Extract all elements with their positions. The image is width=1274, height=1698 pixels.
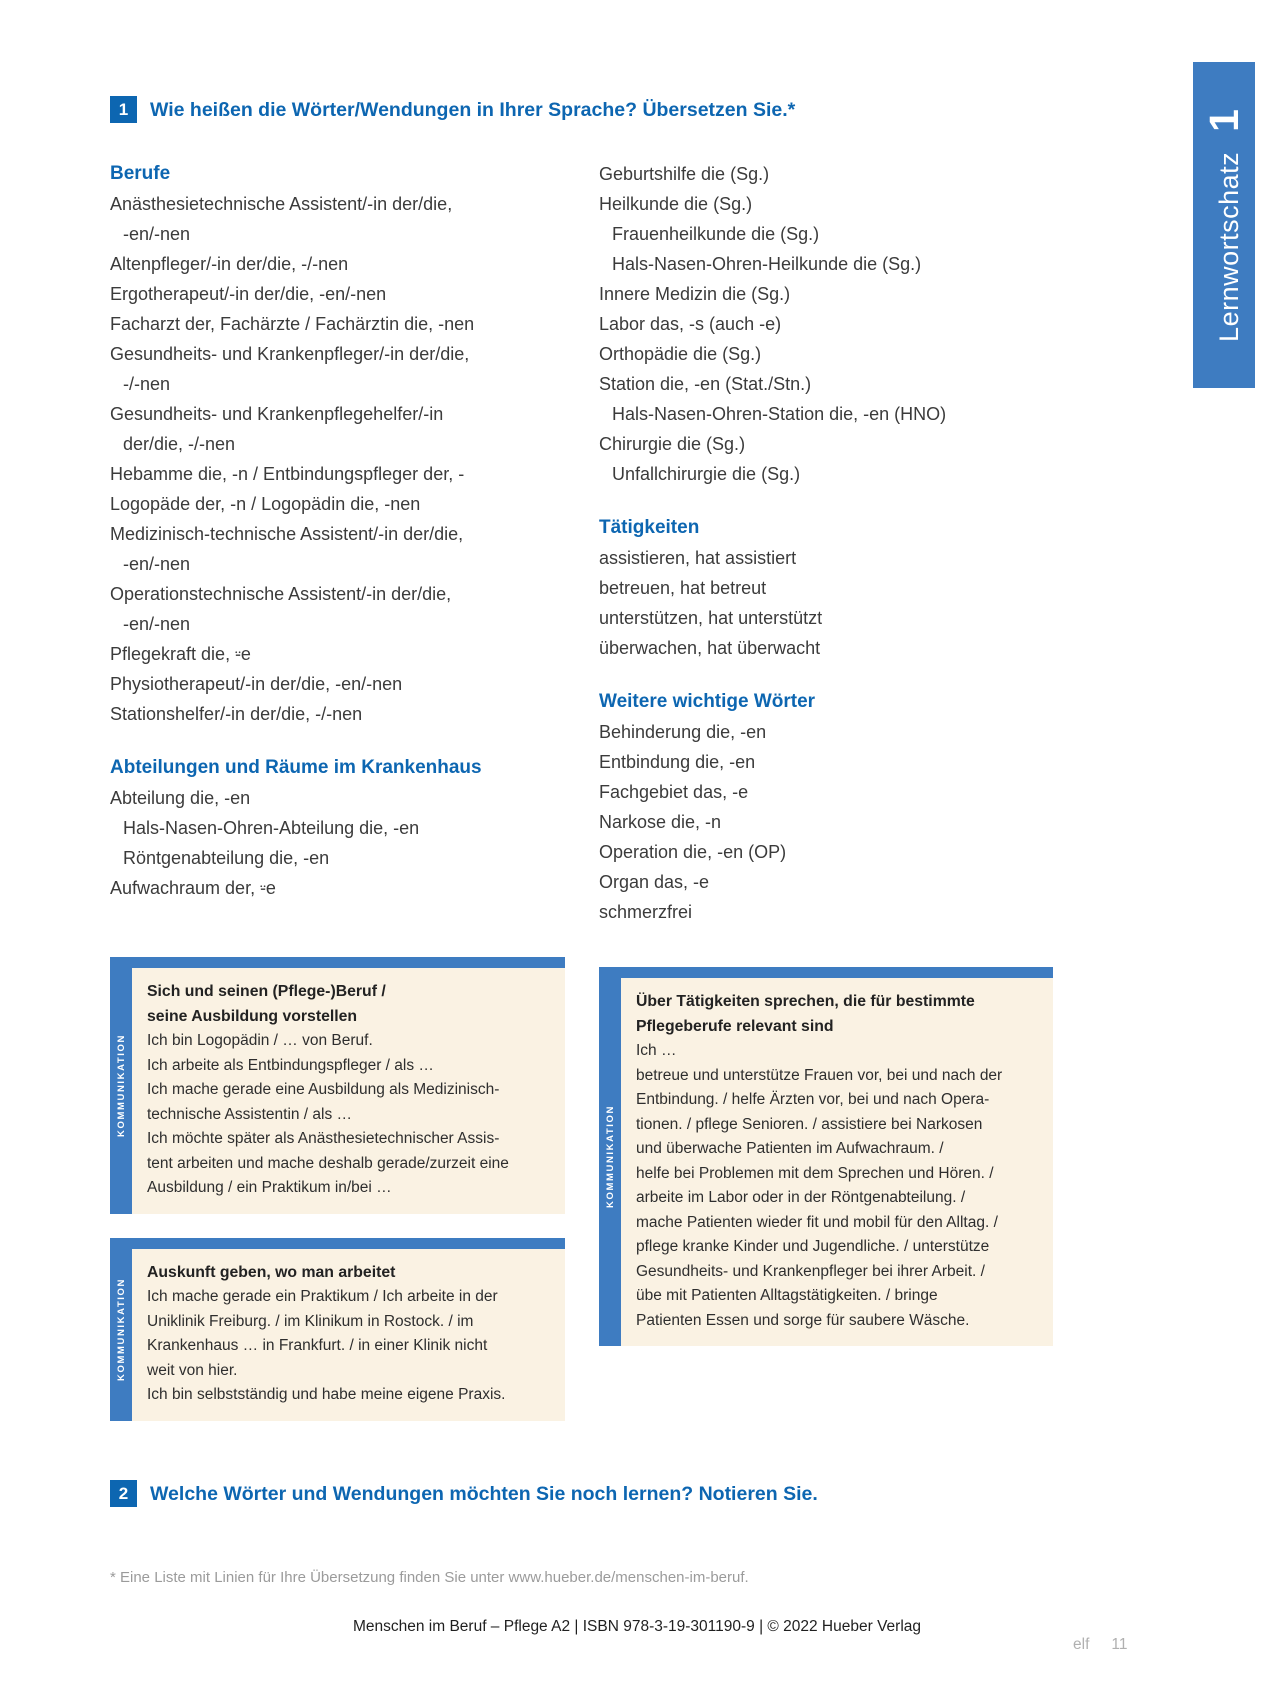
- imprint-line: Menschen im Beruf – Pflege A2 | ISBN 978-3-19-301190-9 | © 2022 Hueber Verlag: [352, 1618, 922, 1635]
- vocab-section: [599, 687, 1053, 927]
- vocab-entry: Facharzt der, Fachärzte / Fachärztin die, -nen: [110, 314, 475, 334]
- vocab-entry: Narkose die, -n: [599, 812, 722, 832]
- kommunikation-tab: [599, 967, 621, 1346]
- exercise-1-number-badge: 1: [110, 96, 137, 123]
- kommunikation-box: [110, 1238, 565, 1421]
- box-top-band: [110, 1238, 565, 1249]
- box-content: [132, 1249, 565, 1421]
- vocab-entry: Operation die, -en (OP): [599, 842, 787, 862]
- left-sections: [110, 159, 565, 903]
- box-text-line: und überwache Patienten im Aufwachraum. /: [636, 1140, 944, 1157]
- box-title-line: Sich und seinen (Pflege-)Beruf /: [147, 983, 386, 1000]
- section-heading: Tätigkeiten: [599, 517, 700, 538]
- vocab-entry: Orthopädie die (Sg.): [599, 344, 762, 364]
- box-text-line: Uniklinik Freiburg. / im Klinikum in Rostock. / im: [147, 1312, 474, 1330]
- vocab-section: [599, 159, 1053, 489]
- page-number: [1073, 1636, 1127, 1654]
- kommunikation-tab: [110, 957, 132, 1214]
- page-number-word: elf: [1073, 1636, 1090, 1653]
- box-text-line: Ich mache gerade eine Ausbildung als Medizinisch-: [147, 1081, 500, 1098]
- box-top-band: [110, 957, 565, 968]
- box-text-line: Ich bin selbstständig und habe meine eigene Praxis.: [147, 1386, 506, 1403]
- main-content: [110, 96, 1053, 1421]
- chapter-number: 1: [1200, 108, 1247, 132]
- section-heading: Weitere wichtige Wörter: [599, 691, 816, 712]
- vocab-entry: betreuen, hat betreut: [599, 578, 767, 598]
- box-title: [636, 990, 1041, 1039]
- box-text-line: mache Patienten wieder fit und mobil für den Alltag. /: [636, 1213, 998, 1231]
- vocab-entry: -/-nen: [123, 374, 171, 394]
- box-body: [147, 1285, 553, 1408]
- vocab-entry: Abteilung die, -en: [110, 788, 251, 808]
- vocab-entry: Chirurgie die (Sg.): [599, 434, 746, 454]
- exercise-2-title: Welche Wörter und Wendungen möchten Sie noch lernen? Notieren Sie.: [150, 1483, 818, 1505]
- vocab-section: [110, 159, 565, 729]
- vocab-entry: Hebamme die, -n / Entbindungspfleger der, -: [110, 464, 465, 484]
- kommunikation-box: [110, 957, 565, 1214]
- vocab-entries: [599, 159, 1053, 489]
- exercise-2-header: [110, 1480, 1053, 1507]
- box-title: [147, 980, 553, 1029]
- left-column: [110, 159, 565, 1421]
- section-heading: Abteilungen und Räume im Krankenhaus: [110, 757, 482, 778]
- right-sections: [599, 159, 1053, 927]
- vocab-entry: Physiotherapeut/-in der/die, -en/-nen: [110, 674, 403, 694]
- vocab-entry: Gesundheits- und Krankenpfleger/-in der/die,: [110, 344, 470, 364]
- exercise-1-header: [110, 96, 1053, 123]
- box-content: [132, 968, 565, 1214]
- box-text-line: übe mit Patienten Alltagstätigkeiten. / bringe: [636, 1287, 938, 1304]
- vocab-entry: Gesundheits- und Krankenpflegehelfer/-in: [110, 404, 444, 424]
- box-body: [636, 1039, 1041, 1333]
- box-text-line: Ich möchte später als Anästhesietechnischer Assis-: [147, 1130, 500, 1147]
- section-heading: Berufe: [110, 163, 171, 184]
- vocab-entry: -en/-nen: [123, 554, 191, 574]
- vocab-entry: Hals-Nasen-Ohren-Station die, -en (HNO): [612, 404, 947, 424]
- box-text-line: Ich bin Logopädin / … von Beruf.: [147, 1032, 373, 1049]
- kommunikation-tab-label: KOMMUNIKATION: [115, 1033, 127, 1137]
- box-text-line: arbeite im Labor oder in der Röntgenabteilung. /: [636, 1189, 966, 1206]
- exercise-2-number-badge: 2: [110, 1480, 137, 1507]
- chapter-tab: [1193, 62, 1255, 388]
- vocab-entry: Ergotherapeut/-in der/die, -en/-nen: [110, 284, 387, 304]
- box-top-band: [599, 967, 1053, 978]
- vocab-entry: Heilkunde die (Sg.): [599, 194, 753, 214]
- box-title: [147, 1261, 553, 1286]
- footnote: * Eine Liste mit Linien für Ihre Übersetzung finden Sie unter www.hueber.de/menschen-im-beruf.: [110, 1569, 749, 1586]
- vocab-entry: der/die, -/-nen: [123, 434, 236, 454]
- vocab-entry: Aufwachraum der, ⸚e: [110, 878, 276, 898]
- vocab-entry: Unfallchirurgie die (Sg.): [612, 464, 801, 484]
- box-text-line: Entbindung. / helfe Ärzten vor, bei und nach Opera-: [636, 1091, 990, 1108]
- kommunikation-tab: [110, 1238, 132, 1421]
- vocab-entry: schmerzfrei: [599, 902, 693, 922]
- vocab-entry: Organ das, -e: [599, 872, 710, 892]
- kommunikation-tab-label: KOMMUNIKATION: [604, 1105, 616, 1208]
- box-text-line: Krankenhaus … in Frankfurt. / in einer Klinik nicht: [147, 1337, 488, 1354]
- vocab-section: [110, 753, 565, 903]
- box-text-line: helfe bei Problemen mit dem Sprechen und Hören. /: [636, 1164, 994, 1182]
- vocab-entries: [110, 189, 565, 729]
- chapter-tab-inner: [1201, 109, 1248, 342]
- right-kommunikation-boxes: [599, 967, 1053, 1346]
- vocab-entry: assistieren, hat assistiert: [599, 548, 797, 568]
- left-kommunikation-boxes: [110, 957, 565, 1421]
- kommunikation-tab-label: KOMMUNIKATION: [115, 1277, 127, 1381]
- vocab-entries: [599, 543, 1053, 663]
- vocab-entry: Behinderung die, -en: [599, 722, 767, 742]
- box-title-line: Pflegeberufe relevant sind: [636, 1017, 834, 1035]
- vocab-entry: Operationstechnische Assistent/-in der/die,: [110, 584, 452, 604]
- exercise-1-title: Wie heißen die Wörter/Wendungen in Ihrer Sprache? Übersetzen Sie.*: [150, 99, 796, 121]
- box-content: [621, 978, 1053, 1346]
- box-text-line: Ich …: [636, 1042, 677, 1059]
- box-text-line: betreue und unterstütze Frauen vor, bei und nach der: [636, 1066, 1003, 1084]
- vocab-columns: [110, 159, 1053, 1421]
- vocab-entries: [599, 717, 1053, 927]
- right-column: [599, 159, 1053, 1421]
- box-text-line: Patienten Essen und sorge für saubere Wäsche.: [636, 1311, 970, 1329]
- vocab-entry: -en/-nen: [123, 614, 191, 634]
- vocab-entry: Pflegekraft die, ⸚e: [110, 644, 251, 664]
- vocab-entry: Fachgebiet das, -e: [599, 782, 749, 802]
- vocab-section: [599, 513, 1053, 663]
- vocab-entry: Medizinisch-technische Assistent/-in der/die,: [110, 524, 464, 544]
- box-text-line: pflege kranke Kinder und Jugendliche. / unterstütze: [636, 1238, 990, 1255]
- vocab-entry: -en/-nen: [123, 224, 191, 244]
- vocab-entry: Stationshelfer/-in der/die, -/-nen: [110, 704, 363, 724]
- box-text-line: Ausbildung / ein Praktikum in/bei …: [147, 1179, 392, 1196]
- vocab-entry: Labor das, -s (auch -e): [599, 314, 782, 334]
- kommunikation-box: [599, 967, 1053, 1346]
- box-text-line: Ich mache gerade ein Praktikum / Ich arbeite in der: [147, 1288, 498, 1305]
- vocab-entry: unterstützen, hat unterstützt: [599, 608, 823, 628]
- page-number-value: 11: [1111, 1636, 1128, 1653]
- box-title-line: seine Ausbildung vorstellen: [147, 1007, 358, 1025]
- vocab-entry: Hals-Nasen-Ohren-Heilkunde die (Sg.): [612, 254, 922, 274]
- box-title-line: Über Tätigkeiten sprechen, die für bestimmte: [636, 993, 975, 1010]
- chapter-tab-label: Lernwortschatz: [1213, 151, 1244, 342]
- vocab-entry: überwachen, hat überwacht: [599, 638, 821, 658]
- vocab-entry: Anästhesietechnische Assistent/-in der/die,: [110, 194, 453, 214]
- box-text-line: tionen. / pflege Senioren. / assistiere bei Narkosen: [636, 1115, 983, 1133]
- box-text-line: technische Assistentin / als …: [147, 1105, 353, 1123]
- vocab-entry: Geburtshilfe die (Sg.): [599, 164, 770, 184]
- vocab-entry: Hals-Nasen-Ohren-Abteilung die, -en: [123, 818, 420, 838]
- vocab-entries: [110, 783, 565, 903]
- box-text-line: weit von hier.: [147, 1361, 238, 1379]
- vocab-entry: Station die, -en (Stat./Stn.): [599, 374, 812, 394]
- box-text-line: Ich arbeite als Entbindungspfleger / als …: [147, 1056, 434, 1074]
- box-text-line: tent arbeiten und mache deshalb gerade/zurzeit eine: [147, 1154, 509, 1172]
- vocab-entry: Entbindung die, -en: [599, 752, 756, 772]
- vocab-entry: Innere Medizin die (Sg.): [599, 284, 791, 304]
- box-title-line: Auskunft geben, wo man arbeitet: [147, 1263, 396, 1281]
- box-body: [147, 1029, 553, 1201]
- box-text-line: Gesundheits- und Krankenpfleger bei ihrer Arbeit. /: [636, 1262, 985, 1280]
- vocab-entry: Frauenheilkunde die (Sg.): [612, 224, 820, 244]
- vocab-entry: Altenpfleger/-in der/die, -/-nen: [110, 254, 349, 274]
- vocab-entry: Röntgenabteilung die, -en: [123, 848, 330, 868]
- vocab-entry: Logopäde der, -n / Logopädin die, -nen: [110, 494, 421, 514]
